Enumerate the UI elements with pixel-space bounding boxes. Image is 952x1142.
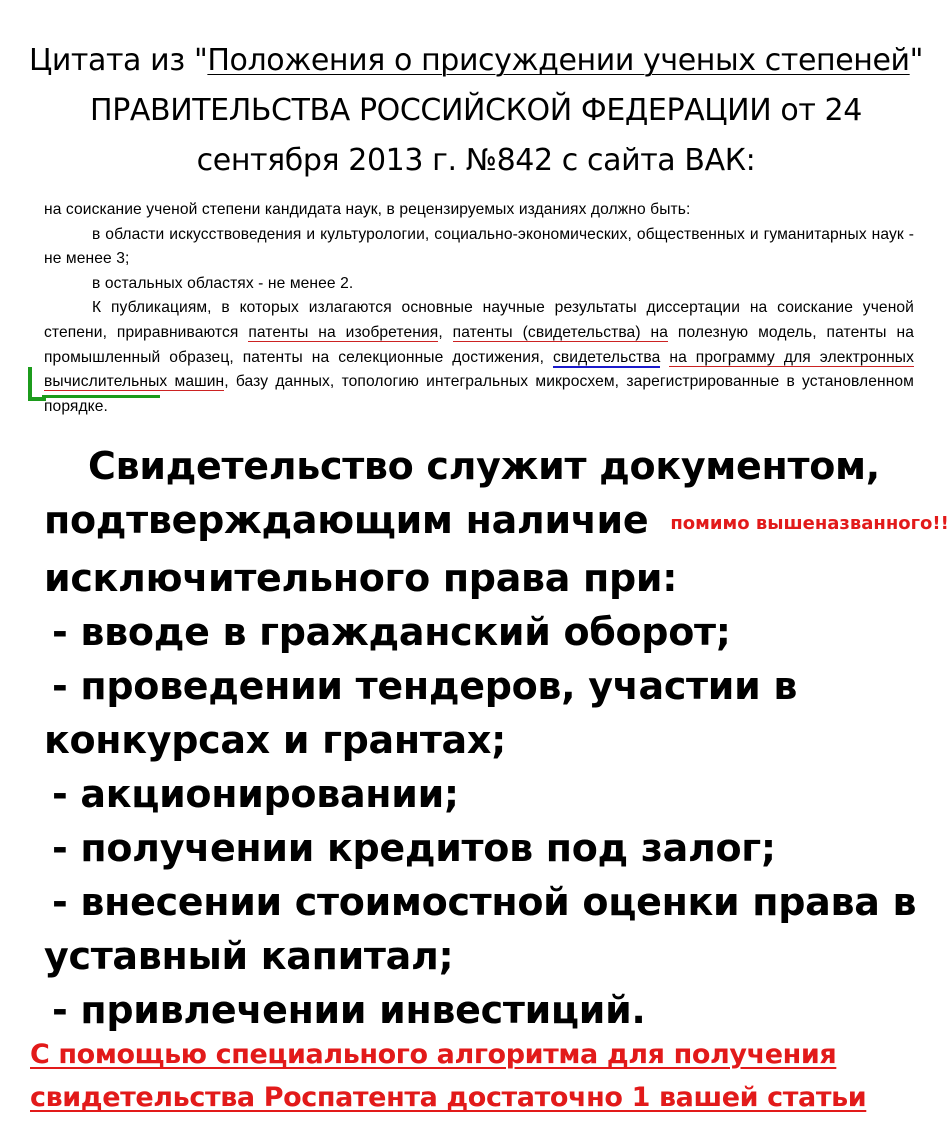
benefit-item-continuation: уставный капитал; — [44, 934, 454, 978]
footer-line-2: свидетельства Роспатента достаточно 1 вашей статьи — [30, 1082, 867, 1113]
benefit-item: - проведении тендеров, участии в — [52, 664, 798, 708]
quote-paragraph-2 — [44, 223, 914, 272]
underlined-certificates: свидетельства — [553, 348, 661, 366]
title-line-1 — [0, 36, 952, 86]
underlined-patents-inventions: патенты на изобретения — [248, 323, 439, 341]
footer-line-1: С помощью специального алгоритма для получения — [30, 1039, 837, 1070]
quote-p4-text-e: , базу данных, топологию интегральных микросхем, зарегистрированные в установленном порядке. — [44, 373, 914, 415]
title-suffix: " — [909, 43, 924, 78]
underlined-patents-certificates: патенты (свидетельства) на — [452, 323, 669, 341]
benefit-item: - привлечении инвестиций. — [52, 988, 646, 1032]
aside-note: помимо вышеназванного!! — [670, 513, 949, 534]
benefit-item: - вводе в гражданский оборот; — [52, 610, 731, 654]
benefits-line-2-text: подтверждающим наличие — [44, 498, 649, 542]
page-title — [0, 36, 952, 186]
benefits-line-3: исключительного права при: — [44, 556, 678, 600]
benefits-line-2 — [44, 493, 949, 551]
quote-paragraph-3: в остальных областях - не менее 2. — [92, 274, 354, 292]
underlined-computer-programs: на программу для электронных вычислительных машин — [44, 348, 914, 391]
green-underline-mark — [42, 395, 160, 398]
quote-p4-text-b: , — [438, 323, 453, 341]
quote-block — [44, 198, 914, 419]
title-line-3: сентября 2013 г. №842 с сайта ВАК: — [196, 143, 756, 178]
title-line-2: ПРАВИТЕЛЬСТВА РОССИЙСКОЙ ФЕДЕРАЦИИ от 24 — [90, 93, 862, 128]
quote-paragraph-1: на соискание ученой степени кандидата наук, в рецензируемых изданиях должно быть: — [44, 201, 691, 218]
quote-paragraph-4 — [44, 296, 914, 419]
benefits-line-1: Свидетельство служит документом, — [88, 444, 880, 488]
quote-p4-text-a: К публикациям, в которых излагаются основные научные результаты диссертации на соискание ученой степени, приравниваются — [44, 299, 914, 341]
quote-paragraph-2-text: в области искусствоведения и культурологии, социально-экономических, общественных и гуманитарных наук - не менее 3; — [44, 225, 914, 268]
title-underlined-name: Положения о присуждении ученых степеней — [207, 43, 910, 78]
benefit-item: - получении кредитов под залог; — [52, 826, 776, 870]
benefit-item: - акционировании; — [52, 772, 459, 816]
quote-p4-text-c: полезную модель, патенты на промышленный образец, патенты на селекционные достижения, — [44, 323, 914, 366]
title-prefix: Цитата из " — [28, 43, 208, 78]
benefit-item-continuation: конкурсах и грантах; — [44, 718, 507, 762]
certificate-benefits — [44, 439, 949, 1037]
footer-callout — [30, 1033, 930, 1119]
benefit-item: - внесении стоимостной оценки права в — [52, 880, 917, 924]
